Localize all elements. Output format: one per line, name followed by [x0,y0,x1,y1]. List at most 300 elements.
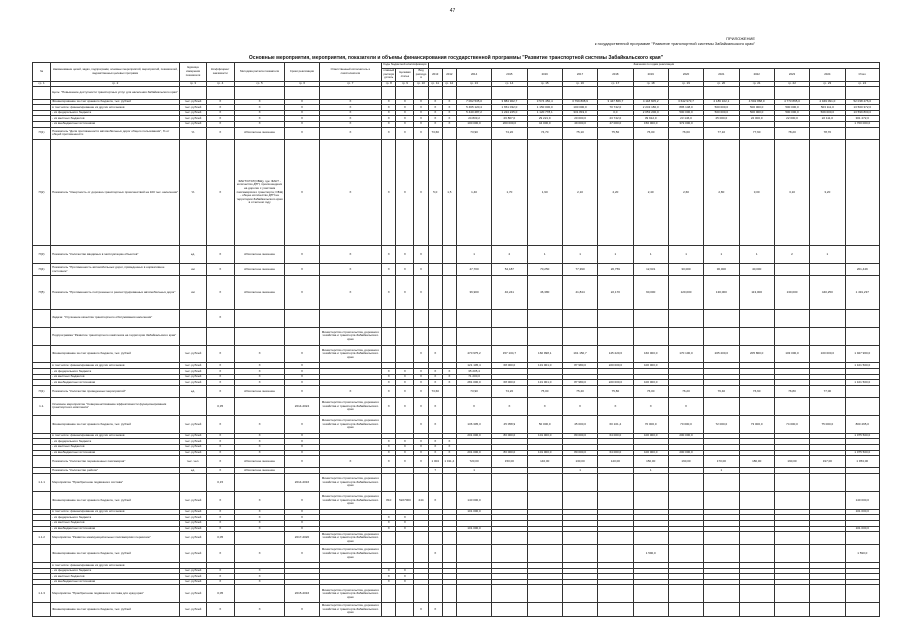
row-name: - из местных бюджетов [51,116,180,122]
row-responsible: Министерство строительства, дорожного хозяйства и транспорта Забайкальского края [319,532,382,545]
row-value [527,327,562,345]
row-value: 150,00 [492,456,527,468]
row-value: 76,20 [668,385,703,397]
row-kbk-grbs: X [382,398,396,416]
row-terms: 2014-2024 [285,398,319,416]
row-value: 76,80 [774,385,809,397]
row-total: 1 491,237 [845,276,880,310]
column-number: гр. 17 [598,81,633,87]
row-method: X [234,439,284,445]
row-value [668,545,703,563]
row-kbk-type: X [414,374,428,380]
header-responsible: Ответственный исполнитель и соисполнители [319,63,382,82]
row-total: 800 465,0 [845,415,880,433]
row-unit: тыс. рублей [180,439,206,445]
row-coefficient: X [206,520,234,526]
row-value: 47 000,0 [598,121,633,127]
row-value: 41,844 [562,276,597,310]
row-value: 75 000,0 [810,415,845,433]
row-value [562,474,597,492]
row-value: 1,70 [492,139,527,245]
table-body [33,63,880,617]
row-value: 4 949 091,0 [810,99,845,105]
row-value: 1 120 778,1 [527,110,562,116]
row-coefficient: X [206,263,234,275]
row-unit: тыс. рублей [180,374,206,380]
row-method [234,398,284,416]
row-unit [180,398,206,416]
row-value: 75,40 [562,385,597,397]
row-value [739,603,774,617]
row-method: X [234,509,284,515]
row-coefficient: X [206,509,234,515]
row-kbk-target: X [396,110,414,116]
row-value-2013 [428,532,442,545]
row-responsible: Министерство строительства, дорожного хозяйства и транспорта Забайкальского края [319,545,382,563]
header-total: Итого [845,68,880,81]
row-terms: X [285,380,319,386]
row-method [234,474,284,492]
row-name: - из федерального бюджета [51,369,180,375]
row-name: - из федерального бюджета [51,568,180,574]
row-value [668,474,703,492]
row-value: 70 000,0 [633,415,668,433]
row-value-2012: X [442,380,456,386]
row-kbk-target: X [396,127,414,139]
row-value: 140,00 [598,456,633,468]
row-kbk-target: X [396,568,414,574]
row-responsible: X [319,127,382,139]
row-value: 76,00 [633,127,668,139]
row-value: 70 742,0 [598,105,633,111]
row-value: X [598,398,633,416]
row-total [845,474,880,492]
header-years-group: Значения по годам реализации [428,63,879,69]
row-value: 74 000,0 [774,415,809,433]
header-number: № [33,63,51,82]
row-kbk-target: X [396,398,414,416]
row-total [845,309,880,327]
row-value [739,532,774,545]
row-value-2013: 73,60 [428,385,442,397]
row-value: 4 502 868,0 [739,99,774,105]
row-value: 4 773 865,0 [774,99,809,105]
row-unit: тыс. рублей [180,526,206,532]
row-value-2013: X [428,374,442,380]
table-row [33,456,880,468]
row-responsible: X [319,385,382,397]
row-coefficient: X [206,363,234,369]
row-value: 1 [562,246,597,264]
row-unit: тыс. рублей [180,105,206,111]
row-value: 500 000,0 [774,110,809,116]
row-value: 160,00 [668,456,703,468]
row-method [234,585,284,603]
row-coefficient: X [206,127,234,139]
row-value-2012 [442,474,456,492]
row-value [527,87,562,99]
row-value-2013 [428,309,442,327]
row-coefficient: X [206,345,234,363]
row-kbk-target: X [396,526,414,532]
row-value-2012: X [442,105,456,111]
row-kbk-type: X [414,444,428,450]
row-value: 101 000,0 [456,526,491,532]
row-value: 3 642 973,7 [668,99,703,105]
row-value [774,603,809,617]
table-row [33,585,880,603]
row-kbk-type: X [414,246,428,264]
row-value-2013: X [428,444,442,450]
row-total [845,398,880,416]
row-value [704,327,739,345]
row-terms: X [285,415,319,433]
row-kbk-grbs: X [382,139,396,245]
row-kbk-type [414,87,428,99]
row-terms: X [285,385,319,397]
column-number: гр. 19 [668,81,703,87]
row-coefficient: 0,05 [206,532,234,545]
row-value: 100 000,0 [633,450,668,456]
row-value: 80 000,0 [492,450,527,456]
row-value [562,532,597,545]
header-year: 2021 [704,68,739,81]
row-value-2013: 7 [428,468,442,474]
row-value: 80 000,0 [492,433,527,439]
row-value: 103 000,0 [774,345,809,363]
row-value-2013: X [428,105,442,111]
row-responsible: Министерство строительства, дорожного хозяйства и транспорта Забайкальского края [319,345,382,363]
row-value [810,585,845,603]
row-kbk-grbs [382,345,396,363]
row-name: Мероприятие "Развитие межмуниципальных пассажирских перевозок" [51,532,180,545]
row-coefficient [206,87,234,99]
row-value [492,309,527,327]
row-kbk-target: X [396,369,414,375]
row-kbk-target [396,327,414,345]
row-kbk-grbs: X [382,99,396,105]
row-value: 45 000,0 [562,415,597,433]
row-kbk-target: X [396,520,414,526]
row-value: 77,390 [562,263,597,275]
row-value: 60 101,4 [598,415,633,433]
row-method: Абсолютное значение [234,385,284,397]
column-number: гр. 23 [810,81,845,87]
row-value [492,603,527,617]
row-terms: X [285,444,319,450]
row-value [633,532,668,545]
row-value [810,263,845,275]
row-total: 1 590,0 [845,545,880,563]
row-value: X [492,398,527,416]
row-value [633,491,668,509]
row-value [598,309,633,327]
row-kbk-target: X [396,574,414,580]
row-unit: км [180,276,206,310]
row-value: 50 000,0 [527,415,562,433]
row-value [562,585,597,603]
row-value [704,474,739,492]
row-value: 101 000,0 [456,509,491,515]
row-kbk-type [414,327,428,345]
row-terms: X [285,139,319,245]
table-row [33,309,880,327]
row-unit: тыс. рублей [180,509,206,515]
header-year: 2015 [492,68,527,81]
row-responsible: X [319,110,382,116]
row-value: 145 220,6 [598,345,633,363]
row-value: 372 000,0 [668,121,703,127]
row-value: 64 000,0 [598,433,633,439]
row-kbk-grbs [382,415,396,433]
row-terms: X [285,121,319,127]
row-terms: X [285,105,319,111]
row-method: X [234,121,284,127]
row-responsible: Министерство строительства, дорожного хозяйства и транспорта Забайкальского края [319,474,382,492]
row-kbk-type: X [414,121,428,127]
row-coefficient: X [206,545,234,563]
row-value: 24 833,2 [456,116,491,122]
row-kbk-type: X [414,276,428,310]
row-method: X [234,526,284,532]
column-number: гр. 2 [51,81,180,87]
row-value: 40,000 [739,263,774,275]
row-coefficient: 0,05 [206,585,234,603]
header-kbk-2: Целевая статья [396,68,414,81]
row-name: Основное мероприятие "Совершенствование эффективности функционирования транспортного комплекса" [51,398,180,416]
row-value: 71 200,0 [456,374,491,380]
row-value-2012 [442,345,456,363]
row-value [598,474,633,492]
row-kbk-type: X [414,99,428,105]
row-responsible: X [319,456,382,468]
row-kbk-grbs [382,474,396,492]
row-value-2012 [442,127,456,139]
row-value [456,545,491,563]
row-value: 80 000,0 [562,450,597,456]
row-responsible: X [319,139,382,245]
row-kbk-grbs: X [382,574,396,580]
row-number [33,456,51,468]
column-number: гр. 1 [33,81,51,87]
row-value [739,545,774,563]
row-value [527,603,562,617]
row-value: 205 800,0 [739,345,774,363]
row-unit: тыс. рублей [180,450,206,456]
row-value [774,545,809,563]
row-value: 78,20 [774,127,809,139]
row-number [33,87,51,99]
row-value [492,87,527,99]
row-kbk-grbs: X [382,127,396,139]
row-responsible: Министерство строительства, дорожного хозяйства и транспорта Забайкальского края [319,398,382,416]
row-value: 500 000,0 [774,105,809,111]
row-kbk-grbs: X [382,568,396,574]
row-number: П(1) [33,127,51,139]
column-number: гр. 22 [774,81,809,87]
row-kbk-grbs: X [382,105,396,111]
column-number: гр. 7 [319,81,382,87]
row-number [33,309,51,327]
row-unit: тыс. рублей [180,121,206,127]
row-kbk-type [414,545,428,563]
row-value: 75,50 [598,127,633,139]
row-value: 130,00 [562,456,597,468]
row-value-2013: X [428,110,442,116]
row-kbk-type: X [414,345,428,363]
row-method: Абсолютное значение [234,468,284,474]
row-value: 2 053 200,0 [633,110,668,116]
row-kbk-target: X [396,439,414,445]
row-coefficient: X [206,444,234,450]
row-value [668,327,703,345]
row-value [492,532,527,545]
row-value-2012: X [442,110,456,116]
header-terms: Сроки реализации [285,63,319,82]
row-value [527,474,562,492]
row-unit [180,87,206,99]
row-name: - из внебюджетных источников [51,450,180,456]
row-value: 200 000,0 [668,450,703,456]
row-value [810,491,845,509]
row-value: 35 205,4 [456,369,491,375]
row-value [810,327,845,345]
row-total: 140 000,0 [845,491,880,509]
row-value [633,585,668,603]
row-method: X [234,520,284,526]
row-unit: тыс. рублей [180,380,206,386]
header-year: 2024 [810,68,845,81]
row-kbk-type: X [414,385,428,397]
row-number: 1.1.2 [33,532,51,545]
row-terms: X [285,515,319,521]
row-value-2013 [428,87,442,99]
row-terms: X [285,433,319,439]
row-terms: X [285,246,319,264]
row-value: 220 000,0 [598,380,633,386]
row-unit: км [180,263,206,275]
row-kbk-grbs [382,545,396,563]
row-kbk-type [414,585,428,603]
row-value: 205 200,0 [704,345,739,363]
row-terms: X [285,509,319,515]
row-method: X [234,105,284,111]
row-total: 101 000,0 [845,509,880,515]
row-value [774,398,809,416]
row-value: X [562,398,597,416]
row-responsible: X [319,121,382,127]
table-row [33,398,880,416]
row-value: 22,170 [598,276,633,310]
row-name: Мероприятие "Приобретение подвижного состава для нужд края" [51,585,180,603]
row-kbk-target: X [396,105,414,111]
row-coefficient: X [206,110,234,116]
row-value [704,532,739,545]
row-value: 74,20 [492,385,527,397]
row-value: 22 111,0 [810,116,845,122]
row-value [562,491,597,509]
header-year: 2018 [598,68,633,81]
row-value-2012 [442,603,456,617]
row-value [810,474,845,492]
row-value [739,398,774,416]
row-value: 72 000,0 [704,415,739,433]
row-value-2013: 1 004 [428,456,442,468]
row-unit: тыс. рублей [180,415,206,433]
row-value [633,327,668,345]
row-value: 1 150 000,0 [527,105,562,111]
table-row [33,532,880,545]
row-value [704,491,739,509]
row-value: 0,0 [598,110,633,116]
row-kbk-target [396,603,414,617]
row-kbk-grbs: X [382,579,396,585]
row-value-2012: 1 011,4 [442,456,456,468]
row-kbk-target [396,87,414,99]
row-number: П(5) [33,276,51,310]
row-terms: X [285,520,319,526]
row-value-2012 [442,532,456,545]
row-kbk-target [396,532,414,545]
row-total [845,87,880,99]
column-number: гр. 21 [739,81,774,87]
row-value: 180,00 [739,456,774,468]
row-total [845,127,880,139]
row-name: - из внебюджетных источников [51,380,180,386]
row-kbk-type: X [414,439,428,445]
row-method [234,532,284,545]
row-kbk-target: X [396,263,414,275]
row-kbk-grbs [382,309,396,327]
row-value: 200 000,0 [668,433,703,439]
row-kbk-target [396,545,414,563]
row-name: Показатель "Количество перевезенных пассажиров" [51,456,180,468]
row-value-2013: X [428,99,442,105]
row-total [845,385,880,397]
row-kbk-type [414,309,428,327]
row-value: 121 105,4 [456,363,491,369]
row-value [810,603,845,617]
page-number: 47 [449,8,456,14]
row-value: 5 465 120,4 [456,105,491,111]
row-name: Показатель "Количество вводимых в эксплуатацию объектов" [51,246,180,264]
row-kbk-grbs: X [382,263,396,275]
row-name: Финансирование за счет краевого бюджета, тыс. рублей [51,345,180,363]
column-number: гр. 13 [456,81,491,87]
row-kbk-type [414,474,428,492]
row-value: 1,90 [527,139,562,245]
column-number: гр. 12 [442,81,456,87]
row-kbk-target: X [396,515,414,521]
row-number [33,491,51,509]
row-terms [285,327,319,345]
row-responsible: Министерство строительства, дорожного хозяйства и транспорта Забайкальского края [319,585,382,603]
row-value: 170 100,0 [668,345,703,363]
row-value [562,309,597,327]
row-terms: X [285,374,319,380]
row-value [704,603,739,617]
row-name: - из внебюджетных источников [51,579,180,585]
row-value-2012 [442,491,456,509]
row-value [492,327,527,345]
row-value: 281 000,0 [456,380,491,386]
row-name: Показатель "Количество проведенных мероприятий" [51,385,180,397]
row-value: 1 [633,246,668,264]
header-year: 2023 [774,68,809,81]
row-value: 52,187 [492,263,527,275]
row-coefficient: X [206,491,234,509]
row-value: 120,000 [668,276,703,310]
